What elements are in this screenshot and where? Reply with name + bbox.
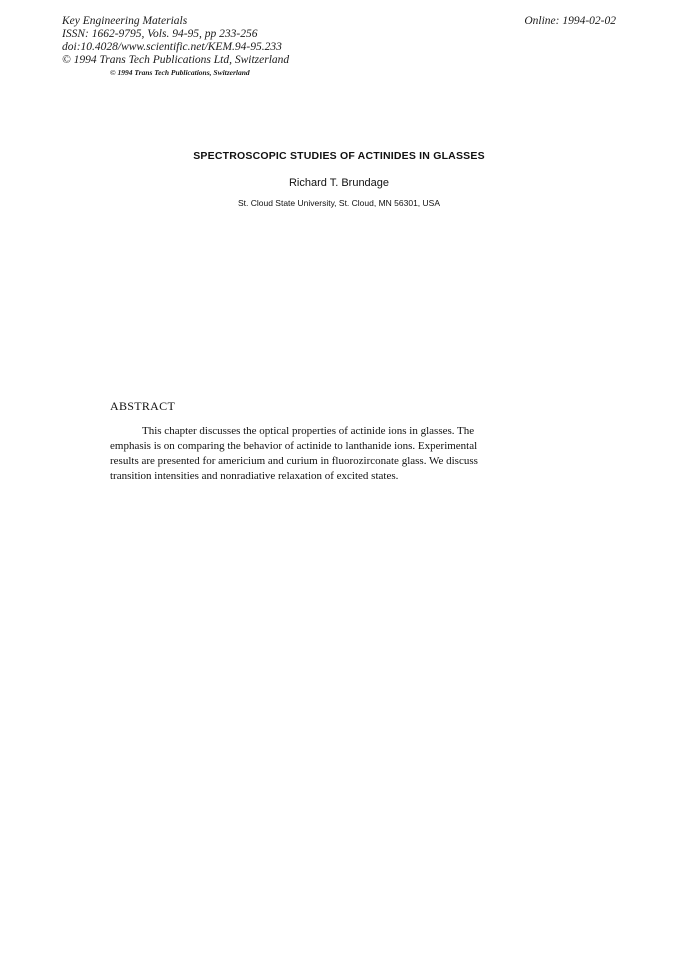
abstract-body xyxy=(110,424,540,484)
paper-title: SPECTROSCOPIC STUDIES OF ACTINIDES IN GLASSES xyxy=(193,150,485,162)
copyright-line: © 1994 Trans Tech Publications Ltd, Switzerland xyxy=(62,54,290,66)
paper-author: Richard T. Brundage xyxy=(288,177,390,189)
abstract-line: emphasis is on comparing the behavior of actinide to lanthanide ions. Experimental xyxy=(110,440,478,452)
doi-line[interactable]: doi:10.4028/www.scientific.net/KEM.94-95.233 xyxy=(62,41,282,53)
author-affiliation: St. Cloud State University, St. Cloud, MN 56301, USA xyxy=(237,198,441,208)
small-copyright-line: © 1994 Trans Tech Publications, Switzerland xyxy=(110,68,250,77)
online-date: Online: 1994-02-02 xyxy=(524,15,616,27)
abstract-line: This chapter discusses the optical properties of actinide ions in glasses. The xyxy=(142,425,475,437)
abstract-line: results are presented for americium and curium in fluorozirconate glass. We discuss xyxy=(110,455,478,467)
publication-metadata xyxy=(62,15,289,78)
abstract-line: transition intensities and nonradiative relaxation of excited states. xyxy=(110,470,399,482)
journal-name: Key Engineering Materials xyxy=(62,15,188,27)
abstract-heading: ABSTRACT xyxy=(110,399,176,413)
issn-line: ISSN: 1662-9795, Vols. 94-95, pp 233-256 xyxy=(62,28,258,40)
